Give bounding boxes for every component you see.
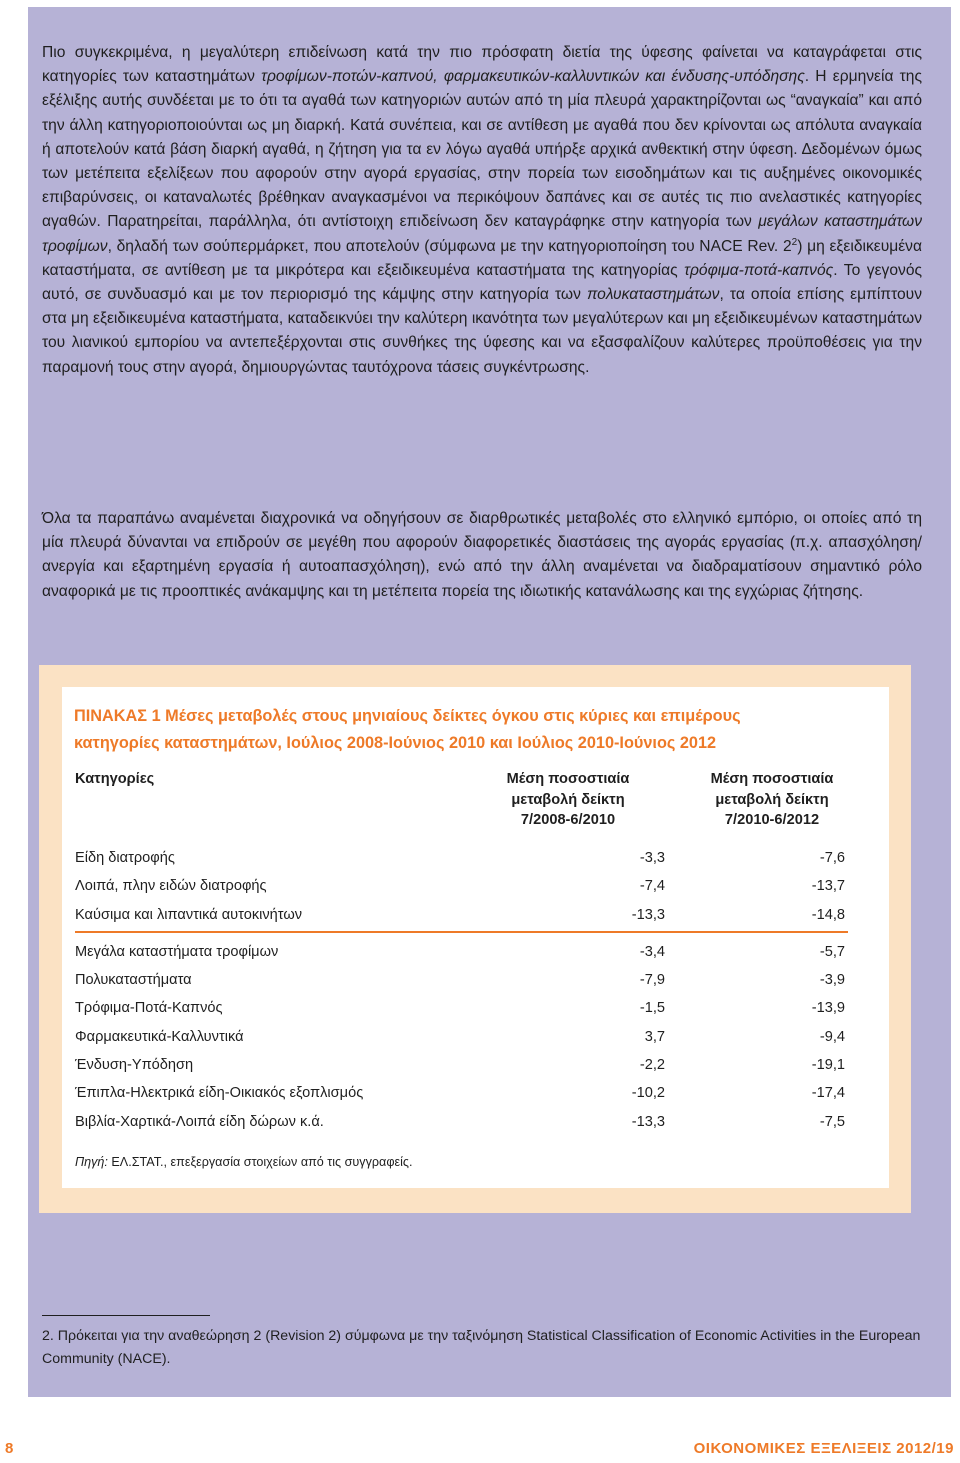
col2-line-1: Μέση ποσοστιαία (710, 771, 834, 787)
footnote-rule (42, 1315, 210, 1316)
para1-italic-1: τροφίμων-ποτών-καπνού, φαρμακευτικών-καλλυντικών και ένδυσης-υπόδησης (261, 68, 805, 86)
para1-text-2: . Η ερμηνεία της εξέλιξης αυτής συνδέεται με το ότι τα αγαθά των κατηγοριών αυτών από τη μία πλευρά χαρακτηρίζονται ως “αναγκαία” και από την άλλη κατηγοριοποιούνται ως μη διαρκή. Κατά συνέπεια, και σε αντίθεση με αγαθά που δεν κρίνονται ως απόλυτα αναγκαία ή αποτελούν κατά βάση διαρκή αγαθά, η ζήτηση για τα εν λόγω αγαθά υπήρξε αρχικά ανθεκτική στην ύφεση. Δεδομένων όμως των μετέπειτα εξελίξεων που αφορούν στην αγορά εργασίας, στην πορεία των εισοδημάτων και τις αυξημένες οικονομικές επιβαρύνσεις, οι καταναλωτές βρέθηκαν αναγκασμένοι να περικόψουν δαπάνες και σε αυτές τις πιο ανελαστικές κατηγορίες αγαθών. Παρατηρείται, παράλληλα, ότι αντίστοιχη επιδείνωση δεν καταγράφηκε στην κατηγορία των (42, 68, 922, 231)
row-value-2010-2012: -19,1 (811, 1057, 845, 1073)
table-row (75, 1026, 845, 1048)
source-text: ΕΛ.ΣΤΑΤ., επεξεργασία στοιχείων από τις συγγραφείς. (107, 1155, 413, 1169)
row-category: Βιβλία-Χαρτικά-Λοιπά είδη δώρων κ.ά. (75, 1114, 324, 1130)
row-value-2008-2010: -10,2 (631, 1085, 665, 1101)
para1-text-5: . Το γεγονός αυτό, σε συνδυασμό και με τον περιορισμό της κάμψης στην κατηγορία των (42, 261, 923, 304)
row-value-2010-2012: -13,9 (811, 1000, 845, 1016)
journal-title: ΟΙΚΟΝΟΜΙΚΕΣ ΕΞΕΛΙΞΕΙΣ 2012/19 (693, 1440, 954, 1457)
row-category: Ένδυση-Υπόδηση (75, 1057, 194, 1073)
row-category: Τρόφιμα-Ποτά-Καπνός (75, 1000, 223, 1016)
table-row (75, 1054, 845, 1076)
table-row (75, 875, 845, 897)
col1-line-3: 7/2008-6/2010 (520, 812, 616, 828)
footnote-ref[interactable]: 2 (791, 236, 798, 248)
row-value-2010-2012: -13,7 (811, 878, 845, 894)
row-value-2008-2010: -13,3 (631, 907, 665, 923)
row-value-2008-2010: -2,2 (639, 1057, 665, 1073)
source-label: Πηγή: (75, 1155, 108, 1169)
row-category: Πολυκαταστήματα (75, 972, 192, 988)
para1-italic-3: τρόφιμα-ποτά-καπνός (684, 261, 834, 279)
table-title-line-1: ΠΙΝΑΚΑΣ 1 Μέσες μεταβολές στους μηνιαίους δείκτες όγκου στις κύριες και επιμέρους (74, 707, 741, 725)
row-value-2010-2012: -9,4 (819, 1029, 845, 1045)
row-category: Έπιπλα-Ηλεκτρικά είδη-Οικιακός εξοπλισμός (75, 1085, 364, 1101)
para1-italic-4: πολυκαταστημάτων (586, 286, 720, 304)
footnote: 2. Πρόκειται για την αναθεώρηση 2 (Revision 2) σύμφωνα με την ταξινόμηση Statistical Classification of Economic Activities in the European Community (NACE). (42, 1328, 921, 1367)
page-number: 8 (5, 1440, 14, 1457)
table-row (75, 941, 845, 963)
para1-italic-2: μεγάλων καταστημάτων τροφίμων (42, 213, 922, 255)
para1-text-4: ) μη εξειδικευμένα καταστήματα, σε αντίθεση με τα μικρότερα και εξειδικευμένα καταστήματα της κατηγορίας (42, 237, 922, 279)
col2-line-2: μεταβολή δείκτη (715, 791, 829, 808)
row-value-2008-2010: 3,7 (644, 1029, 665, 1045)
table-title-line-2: κατηγορίες καταστημάτων, Ιούλιος 2008-Ιούνιος 2010 και Ιούλιος 2010-Ιούνιος 2012 (74, 733, 717, 752)
row-category: Μεγάλα καταστήματα τροφίμων (75, 944, 279, 960)
row-value-2010-2012: -3,9 (819, 972, 845, 988)
row-value-2008-2010: -13,3 (631, 1114, 665, 1130)
row-value-2008-2010: -7,4 (639, 878, 665, 894)
table-row (75, 847, 845, 869)
col1-line-1: Μέση ποσοστιαία (506, 771, 630, 787)
table-row (75, 969, 845, 991)
row-value-2010-2012: -14,8 (811, 907, 845, 923)
column-header-2008-2010 (488, 769, 648, 831)
row-category: Είδη διατροφής (75, 850, 175, 866)
column-header-category: Κατηγορίες (75, 771, 155, 787)
row-value-2010-2012: -7,5 (819, 1114, 845, 1130)
row-value-2010-2012: -7,6 (819, 850, 845, 866)
row-category: Λοιπά, πλην ειδών διατροφής (75, 878, 267, 894)
table-row (75, 1082, 845, 1104)
paragraph-2: Όλα τα παραπάνω αναμένεται διαχρονικά να οδηγήσουν σε διαρθρωτικές μεταβολές στο ελληνικό εμπόριο, οι οποίες από τη μία πλευρά δύνανται να επιδρούν σε μεγέθη που αφορούν διαφορετικές διαστάσεις της αγοράς εργασίας (π.χ. απασχόληση/ανεργία και εξαρτημένη εργασία ή αυτοαπασχόληση), ενώ από την άλλη αναμένεται να διαδραματίσουν σημαντικό ρόλο αναφορικά με τις προοπτικές ανάκαμψης και τη μετέπειτα πορεία της ιδιωτικής κατανάλωσης και της εγχώριας ζήτησης. (42, 510, 922, 600)
table-row (75, 997, 845, 1019)
row-value-2010-2012: -17,4 (811, 1085, 845, 1101)
row-category: Φαρμακευτικά-Καλλυντικά (75, 1029, 244, 1045)
table-row (75, 904, 845, 926)
col2-line-3: 7/2010-6/2012 (724, 812, 820, 828)
para1-text-3: , δηλαδή των σούπερμάρκετ, που αποτελούν (σύμφωνα με την κατηγοριοποίηση του NACE Rev. 2 (107, 237, 792, 255)
paragraph-1 (42, 41, 922, 380)
table-source (75, 1155, 412, 1169)
table-title (74, 703, 874, 756)
table-row (75, 1111, 845, 1133)
row-value-2008-2010: -3,4 (639, 944, 665, 960)
table-divider (75, 931, 848, 933)
col1-line-2: μεταβολή δείκτη (511, 791, 625, 808)
row-value-2010-2012: -5,7 (819, 944, 845, 960)
row-value-2008-2010: -3,3 (639, 850, 665, 866)
para1-text-1: Πιο συγκεκριμένα, η μεγαλύτερη επιδείνωση κατά την πιο πρόσφατη διετία της ύφεσης φαίνεται να καταγράφεται στις κατηγορίες των καταστημάτων (42, 44, 922, 86)
row-value-2008-2010: -7,9 (639, 972, 665, 988)
row-category: Καύσιμα και λιπαντικά αυτοκινήτων (75, 907, 303, 923)
column-header-2010-2012 (692, 769, 852, 831)
row-value-2008-2010: -1,5 (639, 1000, 665, 1016)
para1-text-6: , τα οποία επίσης εμπίπτουν στα μη εξειδικευμένα καταστήματα, καταδεικνύει την καλύτερη ικανότητα των μεγαλύτερων και μη εξειδικευμένων καταστημάτων του λιανικού εμπορίου να αντεπεξέρχονται στις συνθήκες της ύφεσης και να εξασφαλίζουν καλύτερες προϋποθέσεις για την παραμονή τους στην αγορά, δημιουργώντας ταυτόχρονα τάσεις συγκέντρωσης. (42, 286, 923, 376)
